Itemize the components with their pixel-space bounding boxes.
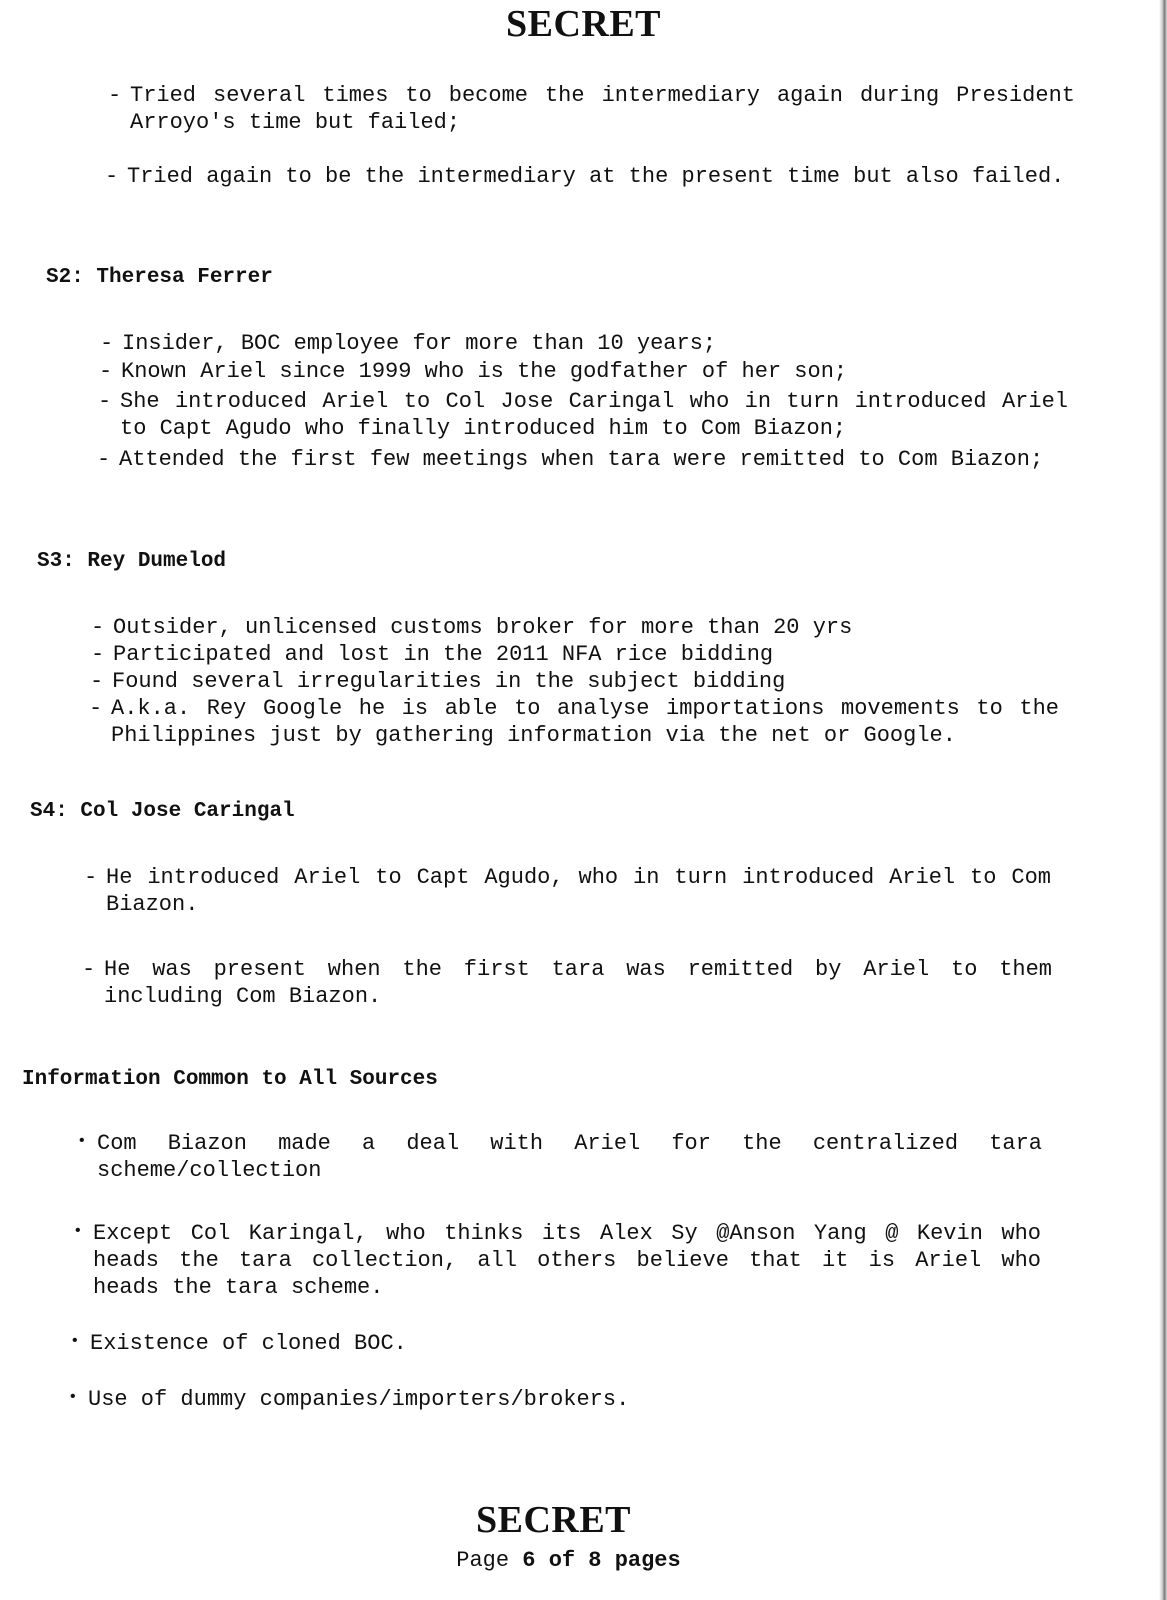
dash-marker: - bbox=[98, 389, 112, 414]
bullet-marker: • bbox=[73, 1222, 83, 1240]
dash-marker: - bbox=[97, 447, 111, 472]
list-item: - Outsider, unlicensed customs broker for more than 20 yrs bbox=[91, 615, 853, 640]
bullet-item: • Existence of cloned BOC. bbox=[90, 1330, 1030, 1357]
section-title-s2: S2: Theresa Ferrer bbox=[46, 266, 273, 289]
dash-marker: - bbox=[100, 331, 114, 356]
list-item: - Insider, BOC employee for more than 10 years; bbox=[100, 331, 717, 356]
dash-marker: - bbox=[91, 615, 105, 640]
list-item: - Tried several times to become the intermediary again during President Arroyo's time but failed; bbox=[108, 83, 1075, 135]
bullet-item: • Except Col Karingal, who thinks its Alex Sy @Anson Yang @ Kevin who heads the tara collection, all others believe that it is Ariel who heads the tara scheme. bbox=[93, 1220, 1041, 1301]
bullet-item: • Com Biazon made a deal with Ariel for the centralized tara scheme/collection bbox=[97, 1130, 1042, 1184]
list-item: - Attended the first few meetings when tara were remitted to Com Biazon; bbox=[97, 447, 1044, 472]
classification-header: SECRET bbox=[505, 3, 662, 45]
section-title-common: Information Common to All Sources bbox=[22, 1068, 438, 1091]
list-item: - Tried again to be the intermediary at the present time but also failed. bbox=[105, 164, 1065, 189]
list-item: - She introduced Ariel to Col Jose Caringal who in turn introduced Ariel to Capt Agudo who finally introduced him to Com Biazon; bbox=[98, 389, 1068, 441]
dash-marker: - bbox=[108, 83, 122, 108]
dash-marker: - bbox=[82, 957, 96, 982]
list-item: - Found several irregularities in the subject bidding bbox=[90, 669, 786, 694]
dash-marker: - bbox=[105, 164, 119, 189]
dash-marker: - bbox=[84, 865, 98, 890]
dash-marker: - bbox=[90, 669, 104, 694]
section-title-s3: S3: Rey Dumelod bbox=[37, 550, 227, 573]
page-number: Page 6 of 8 pages bbox=[456, 1548, 681, 1573]
bullet-marker: • bbox=[70, 1332, 80, 1350]
dash-marker: - bbox=[99, 359, 113, 384]
list-item: - He introduced Ariel to Capt Agudo, who in turn introduced Ariel to Com Biazon. bbox=[84, 865, 1051, 917]
dash-marker: - bbox=[91, 642, 105, 667]
list-item: - Participated and lost in the 2011 NFA rice bidding bbox=[91, 642, 774, 667]
list-item: - He was present when the first tara was remitted by Ariel to them including Com Biazon. bbox=[82, 957, 1052, 1009]
bullet-item: • Use of dummy companies/importers/brokers. bbox=[88, 1386, 1028, 1413]
bullet-marker: • bbox=[77, 1132, 87, 1150]
list-item: - Known Ariel since 1999 who is the godfather of her son; bbox=[99, 359, 848, 384]
classification-footer: SECRET bbox=[475, 1499, 632, 1541]
dash-marker: - bbox=[89, 696, 103, 721]
section-title-s4: S4: Col Jose Caringal bbox=[30, 800, 295, 823]
scan-edge-shadow bbox=[1159, 0, 1167, 1600]
bullet-marker: • bbox=[68, 1388, 78, 1406]
list-item: - A.k.a. Rey Google he is able to analyse importations movements to the Philippines just by gathering information via the net or Google. bbox=[89, 696, 1059, 748]
